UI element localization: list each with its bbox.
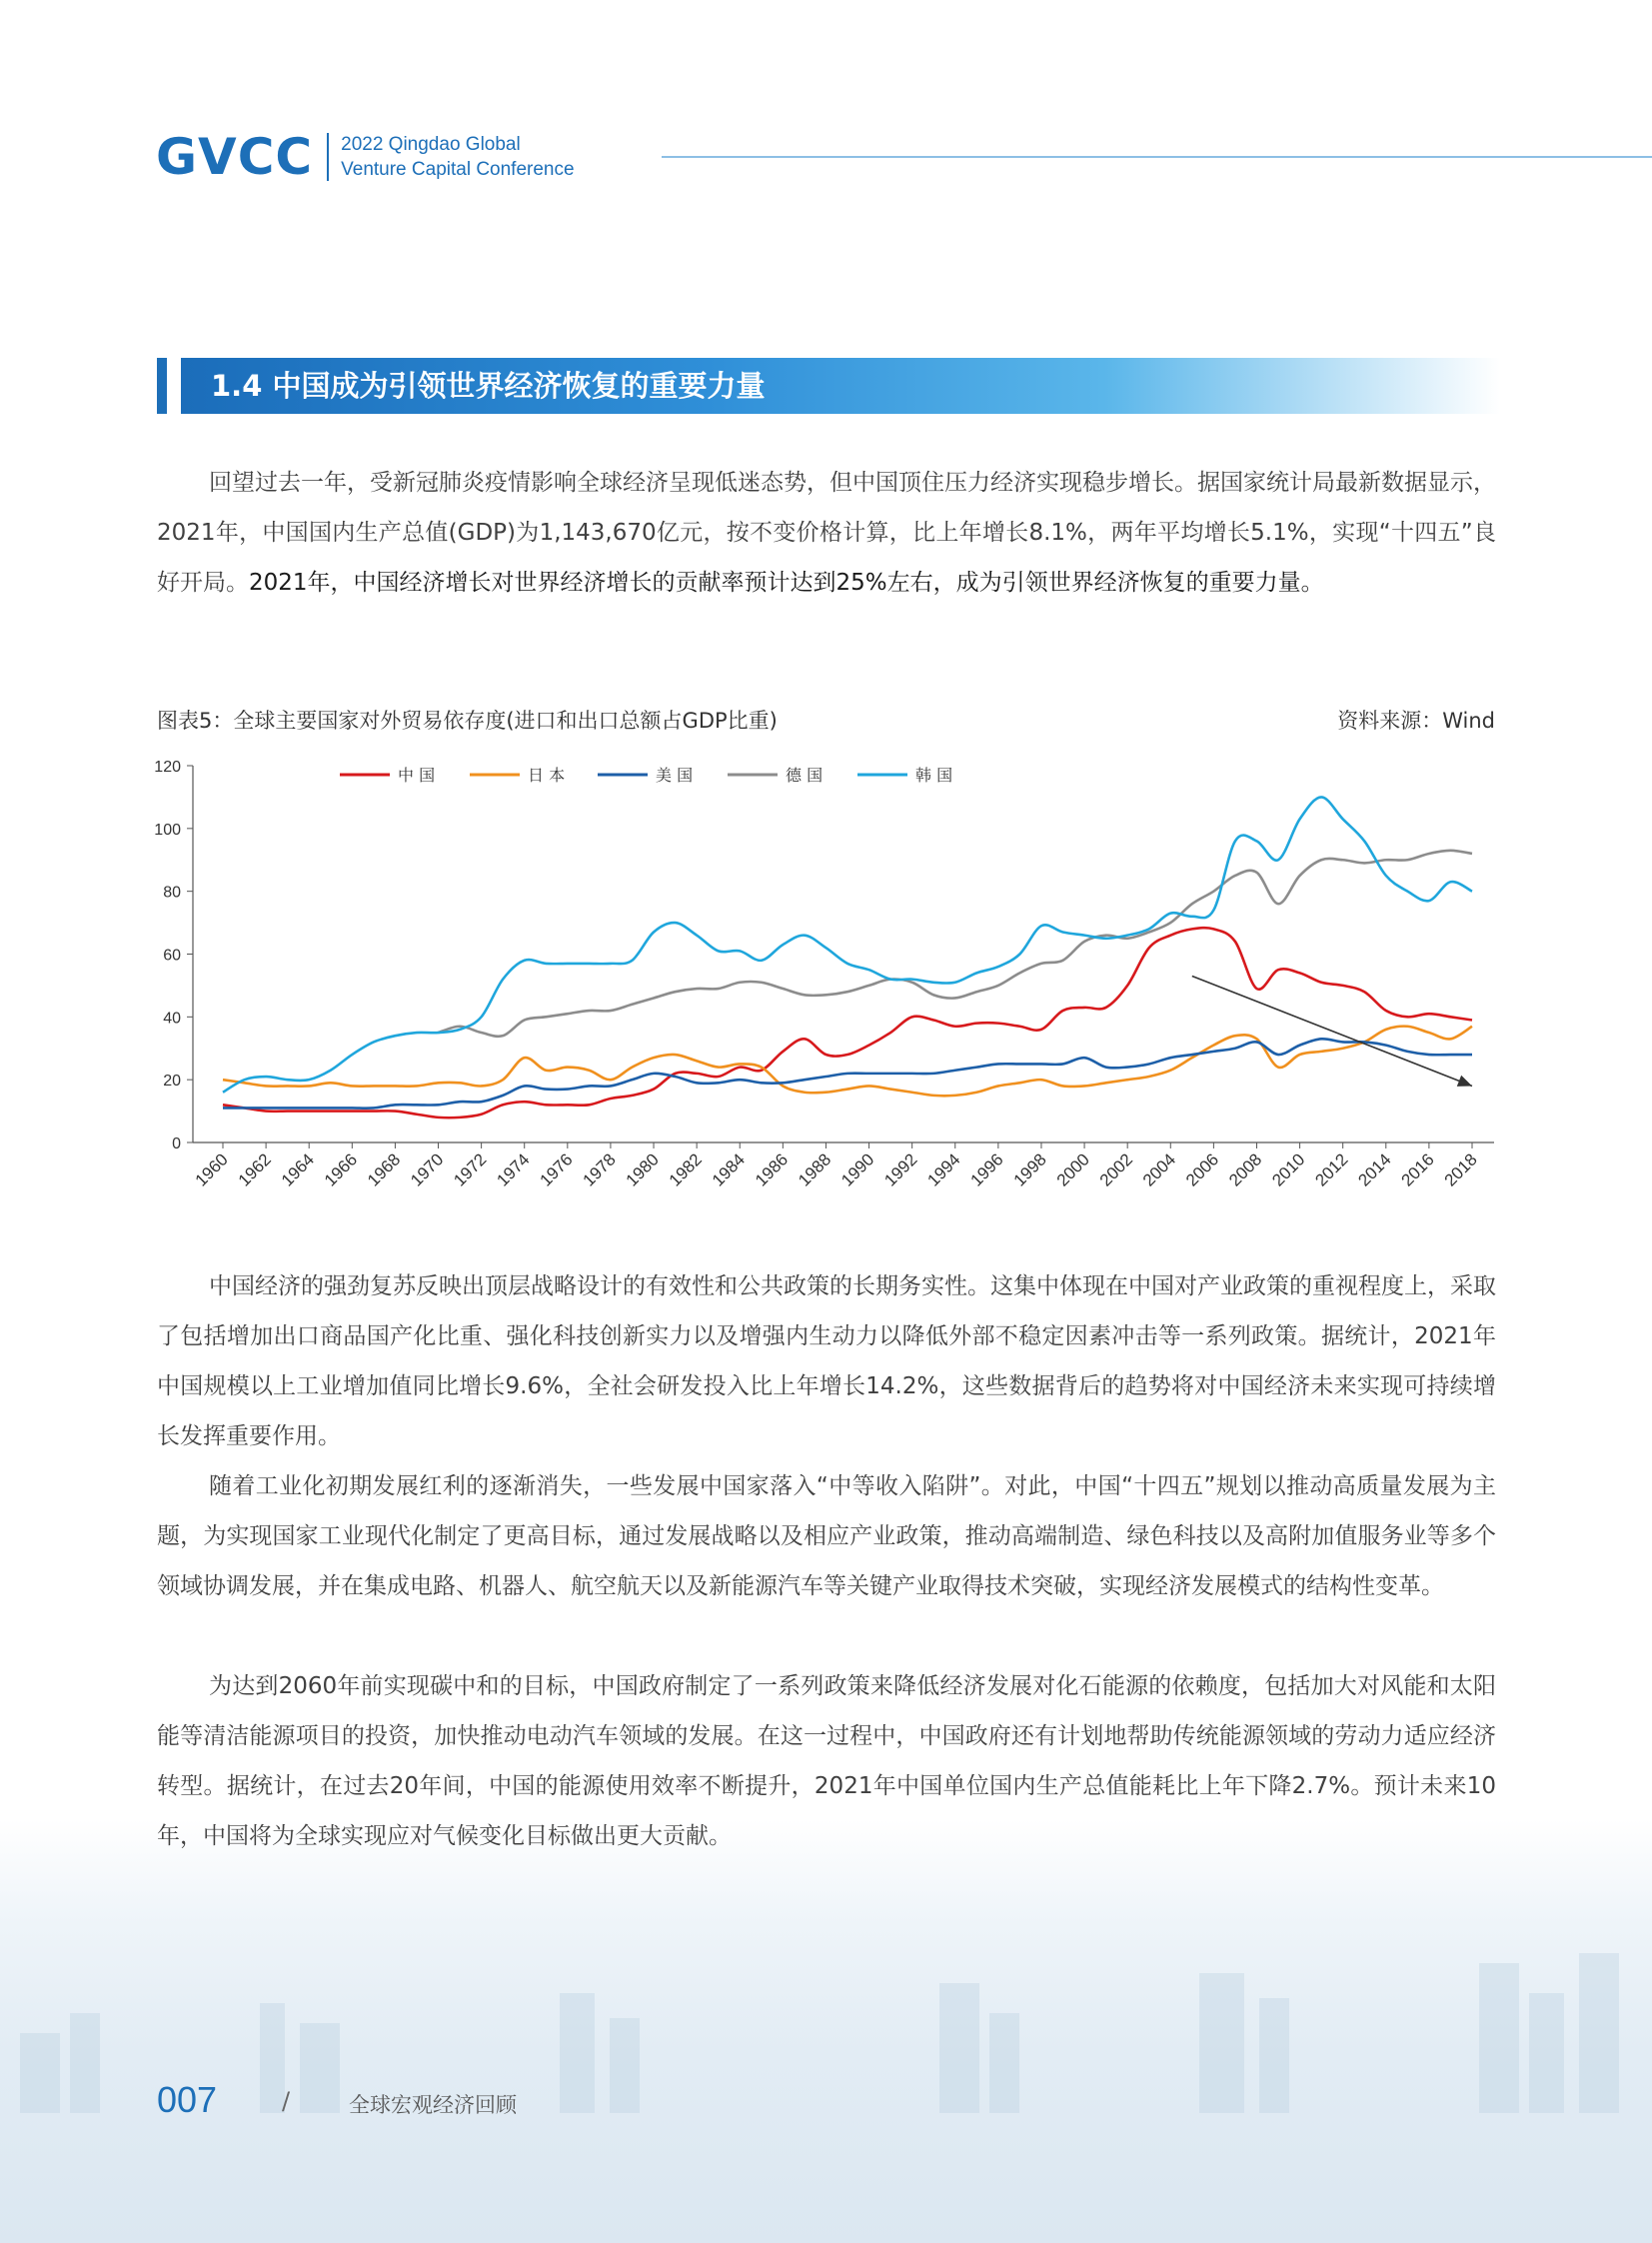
page-number: 007 xyxy=(157,2079,218,2120)
y-tick-label: 60 xyxy=(163,947,181,965)
x-tick-label: 2014 xyxy=(1354,1149,1395,1190)
x-tick-label: 1974 xyxy=(493,1149,534,1190)
chart-caption: 图表5：全球主要国家对外贸易依存度(进口和出口总额占GDP比重) xyxy=(157,709,778,733)
logo-divider xyxy=(327,133,329,181)
x-tick-label: 1968 xyxy=(364,1149,405,1190)
conference-line-2: Venture Capital Conference xyxy=(341,159,575,180)
y-tick-label: 40 xyxy=(163,1010,181,1028)
x-tick-label: 1964 xyxy=(277,1149,319,1190)
footer-separator: / xyxy=(282,2087,291,2115)
paragraph-4: 为达到2060年前实现碳中和的目标，中国政府制定了一系列政策来降低经济发展对化石能源的依赖度，包括加大对风能和太阳能等清洁能源项目的投资，加快推动电动汽车领域的发展。在这一过程中，中国政府还有计划地帮助传统能源领域的劳动力适应经济转型。据统计，在过去20年间，中国的能源使用效率不断提升，2021年中国单位国内生产总值能耗比上年下降2.7%。预计未来10年，中国将为全球实现应对气候变化目标做出更大贡献。 xyxy=(157,1673,1496,1849)
trade-dependency-line-chart xyxy=(150,750,1509,1229)
x-tick-label: 2008 xyxy=(1225,1149,1266,1190)
x-tick-label: 2006 xyxy=(1182,1149,1223,1190)
y-tick-label: 120 xyxy=(154,759,181,776)
x-tick-label: 1996 xyxy=(966,1149,1007,1190)
paragraph-1-text: 回望过去一年，受新冠肺炎疫情影响全球经济呈现低迷态势，但中国顶住压力经济实现稳步增长。据国家统计局最新数据显示，2021年，中国国内生产总值(GDP)为1,143,670亿元，按不变价格计算，比上年增长8.1%，两年平均增长5.1%，实现“十四五”良好开局。 xyxy=(157,470,1496,596)
trend-arrow-line xyxy=(1192,976,1472,1086)
x-tick-label: 1962 xyxy=(234,1149,275,1190)
x-tick-label: 1976 xyxy=(536,1149,577,1190)
x-tick-label: 1982 xyxy=(665,1149,706,1190)
x-tick-label: 1972 xyxy=(450,1149,491,1190)
logo-mark: GVCC xyxy=(156,128,314,186)
trend-arrow-head xyxy=(1457,1076,1472,1087)
x-tick-label: 2000 xyxy=(1052,1149,1093,1190)
chart-source: 资料来源：Wind xyxy=(1337,709,1495,733)
footer-section-title: 全球宏观经济回顾 xyxy=(349,2093,517,2117)
x-tick-label: 2012 xyxy=(1311,1149,1352,1190)
paragraph-2: 中国经济的强劲复苏反映出顶层战略设计的有效性和公共政策的长期务实性。这集中体现在中国对产业政策的重视程度上，采取了包括增加出口商品国产化比重、强化科技创新实力以及增强内生动力以降低外部不稳定因素冲击等一系列政策。据统计，2021年中国规模以上工业增加值同比增长9.6%，全社会研发投入比上年增长14.2%，这些数据背后的趋势将对中国经济未来实现可持续增长发挥重要作用。 xyxy=(157,1273,1496,1449)
legend-label-3: 德 国 xyxy=(786,766,824,785)
y-tick-label: 0 xyxy=(172,1135,181,1152)
x-tick-label: 1992 xyxy=(880,1149,921,1190)
series-line-2 xyxy=(223,1039,1472,1108)
logo-conference-name xyxy=(341,132,574,182)
page-background-cityscape xyxy=(0,1819,1652,2243)
legend-label-4: 韩 国 xyxy=(915,766,953,785)
legend-label-2: 美 国 xyxy=(656,766,694,785)
section-title: 1.4 中国成为引领世界经济恢复的重要力量 xyxy=(181,358,1500,414)
x-tick-label: 1984 xyxy=(708,1149,750,1190)
x-tick-label: 1966 xyxy=(320,1149,362,1190)
x-tick-label: 2010 xyxy=(1268,1149,1309,1190)
x-tick-label: 1980 xyxy=(622,1149,663,1190)
header-rule xyxy=(662,156,1652,158)
x-tick-label: 2002 xyxy=(1095,1149,1137,1190)
paragraph-3: 随着工业化初期发展红利的逐渐消失，一些发展中国家落入“中等收入陷阱”。对此，中国“十四五”规划以推动高质量发展为主题，为实现国家工业现代化制定了更高目标，通过发展战略以及相应产业政策，推动高端制造、绿色科技以及高附加值服务业等多个领域协调发展，并在集成电路、机器人、航空航天以及新能源汽车等关键产业取得技术突破，实现经济发展模式的结构性变革。 xyxy=(157,1473,1496,1599)
x-tick-label: 1994 xyxy=(923,1149,964,1190)
paragraph-1-emphasis: 2021年，中国经济增长对世界经济增长的贡献率预计达到25%左右，成为引领世界经济恢复的重要力量。 xyxy=(249,570,1324,596)
series-line-1 xyxy=(223,1027,1472,1097)
series-line-4 xyxy=(223,797,1472,1092)
x-tick-label: 1960 xyxy=(191,1149,232,1190)
x-tick-label: 2018 xyxy=(1440,1149,1481,1190)
legend-label-1: 日 本 xyxy=(528,766,566,785)
legend-label-0: 中 国 xyxy=(398,766,436,785)
conference-line-1: 2022 Qingdao Global xyxy=(341,134,521,155)
x-tick-label: 1998 xyxy=(1009,1149,1050,1190)
y-tick-label: 100 xyxy=(154,821,181,839)
x-tick-label: 1990 xyxy=(837,1149,878,1190)
x-tick-label: 2016 xyxy=(1397,1149,1438,1190)
paragraph-1 xyxy=(157,458,1496,608)
gvcc-logo xyxy=(156,128,575,186)
x-tick-label: 1988 xyxy=(795,1149,835,1190)
x-tick-label: 1970 xyxy=(407,1149,448,1190)
series-line-3 xyxy=(439,851,1472,1037)
y-tick-label: 80 xyxy=(163,884,181,902)
section-accent-bar xyxy=(157,358,167,414)
x-tick-label: 1986 xyxy=(751,1149,793,1190)
y-tick-label: 20 xyxy=(163,1073,181,1091)
x-tick-label: 2004 xyxy=(1138,1149,1180,1190)
cityscape-illustration xyxy=(0,1943,1652,2113)
x-tick-label: 1978 xyxy=(579,1149,620,1190)
